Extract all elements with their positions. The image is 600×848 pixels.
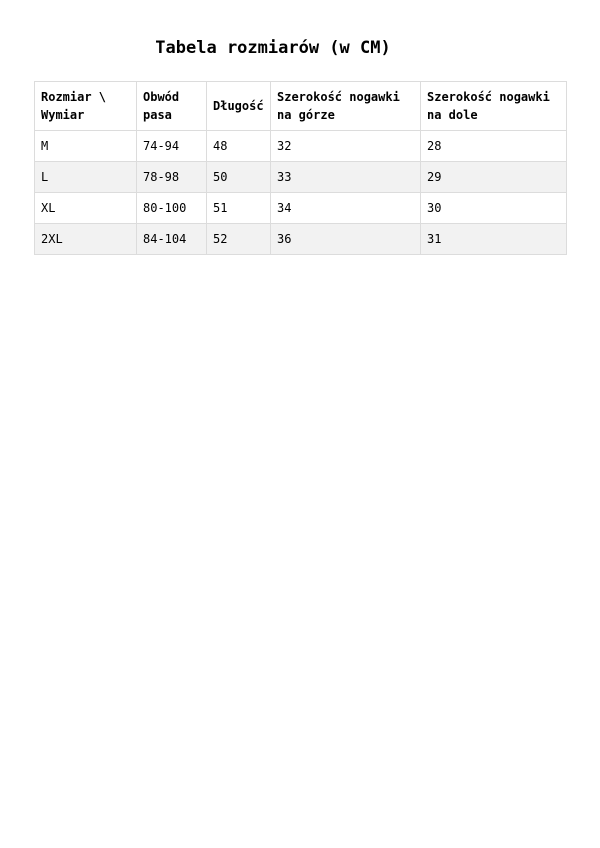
table-cell: 84-104	[137, 224, 207, 255]
header-size-dimension: Rozmiar \ Wymiar	[35, 82, 137, 131]
table-cell: 33	[271, 162, 421, 193]
header-length: Długość	[207, 82, 271, 131]
size-table	[34, 81, 567, 255]
table-row	[35, 162, 567, 193]
table-cell: L	[35, 162, 137, 193]
header-leg-width-top: Szerokość nogawki na górze	[271, 82, 421, 131]
page-title: Tabela rozmiarów (w CM)	[155, 38, 391, 58]
table-cell: 36	[271, 224, 421, 255]
table-cell: 48	[207, 131, 271, 162]
table-cell: 80-100	[137, 193, 207, 224]
table-cell: 74-94	[137, 131, 207, 162]
table-row	[35, 224, 567, 255]
table-cell: 2XL	[35, 224, 137, 255]
table-cell: 30	[421, 193, 567, 224]
table-cell: XL	[35, 193, 137, 224]
table-cell: 28	[421, 131, 567, 162]
table-cell: 32	[271, 131, 421, 162]
table-row	[35, 131, 567, 162]
table-cell: 50	[207, 162, 271, 193]
table-cell: 31	[421, 224, 567, 255]
table-row	[35, 193, 567, 224]
header-leg-width-bottom: Szerokość nogawki na dole	[421, 82, 567, 131]
table-cell: 29	[421, 162, 567, 193]
table-cell: 51	[207, 193, 271, 224]
table-cell: 78-98	[137, 162, 207, 193]
table-header-row	[35, 82, 567, 131]
header-waist: Obwód pasa	[137, 82, 207, 131]
table-cell: 34	[271, 193, 421, 224]
table-cell: M	[35, 131, 137, 162]
table-cell: 52	[207, 224, 271, 255]
